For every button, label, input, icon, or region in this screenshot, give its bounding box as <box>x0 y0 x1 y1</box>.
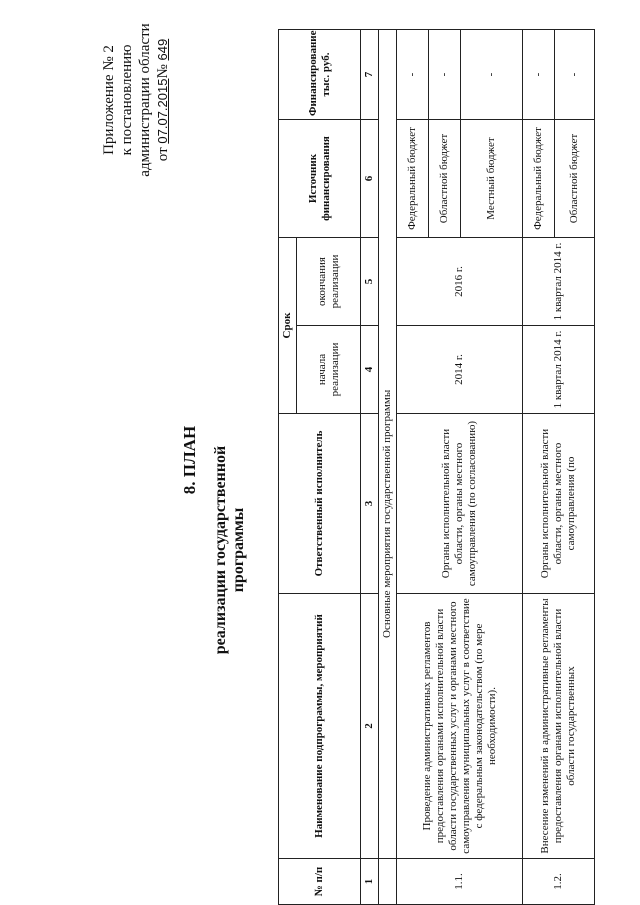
appendix-header <box>100 10 172 190</box>
row-exec: Органы исполнительной власти области, органы местного самоуправления (по <box>523 414 595 594</box>
num-cell: 3 <box>361 414 379 594</box>
row-source: Областной бюджет <box>555 120 595 238</box>
num-cell: 7 <box>361 30 379 120</box>
plan-subtitle: реализации государственной программы <box>212 445 247 655</box>
num-cell: 4 <box>361 326 379 414</box>
row-exec: Органы исполнительной власти области, органы местного самоуправления (по согласованию) <box>397 414 523 594</box>
row-fin: - <box>555 30 595 120</box>
row-name: Внесение изменений в административные регламенты предоставления органами исполнительной власти области государственных <box>523 594 595 859</box>
no-label: № <box>155 64 171 79</box>
col-source: Источник финансирования <box>279 120 361 238</box>
row-source: Федеральный бюджет <box>523 120 555 238</box>
col-name: Наименование подпрограммы, мероприятий <box>279 594 361 859</box>
row-fin: - <box>429 30 461 120</box>
decree-date-line <box>154 10 172 190</box>
from-label: от <box>155 147 171 162</box>
col-fin: Финансирование тыс. руб. <box>279 30 361 120</box>
col-exec: Ответственный исполнитель <box>279 414 361 594</box>
section-title: Основные мероприятия государственной программы <box>379 30 397 859</box>
row-fin: - <box>461 30 523 120</box>
row-source: Федеральный бюджет <box>397 120 429 238</box>
section-row <box>379 30 397 905</box>
row-fin: - <box>397 30 429 120</box>
row-start: 2014 г. <box>397 326 523 414</box>
row-start: 1 квартал 2014 г. <box>523 326 595 414</box>
plan-title: 8. ПЛАН <box>180 425 199 495</box>
header-row <box>279 30 297 905</box>
row-end: 2016 г. <box>397 238 523 326</box>
row-name: Проведение административных регламентов предоставления органами исполнительной власти области государственных услуг и органами местного самоуправления муниципальных услуг в соответствие с федеральным законодательством (по мере необходимости). <box>397 594 523 859</box>
col-term: Срок <box>279 238 297 414</box>
table-row <box>397 30 429 905</box>
num-cell: 5 <box>361 238 379 326</box>
decree-number: 649 <box>155 38 170 61</box>
decree-label: к постановлению администрации области <box>119 23 153 177</box>
col-end: окончания реализации <box>297 238 361 326</box>
number-row <box>361 30 379 905</box>
num-cell: 6 <box>361 120 379 238</box>
decree-date: 07.07.2015 <box>155 78 170 144</box>
col-no: № п/п <box>279 859 361 905</box>
num-cell: 2 <box>361 594 379 859</box>
row-source: Местный бюджет <box>461 120 523 238</box>
appendix-label: Приложение № 2 <box>101 45 117 155</box>
num-cell: 1 <box>361 859 379 905</box>
row-no: 1.1. <box>397 859 523 905</box>
row-no: 1.2. <box>523 859 595 905</box>
row-end: 1 квартал 2014 г. <box>523 238 595 326</box>
row-fin: - <box>523 30 555 120</box>
col-start: начала реализации <box>297 326 361 414</box>
row-source: Областной бюджет <box>429 120 461 238</box>
table-row <box>523 30 555 905</box>
plan-table <box>278 29 595 905</box>
